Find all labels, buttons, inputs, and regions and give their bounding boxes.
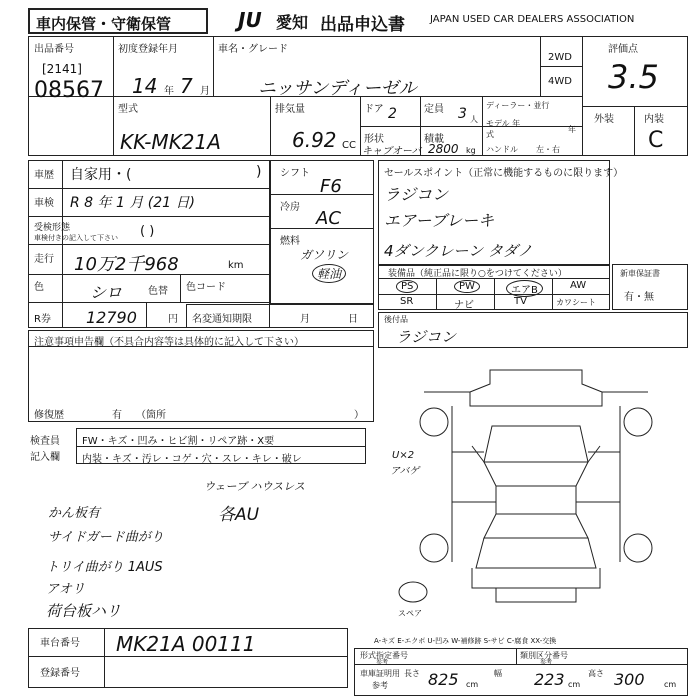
recycle-amount: 12790 [86, 308, 137, 327]
equipment-pw: PW [454, 280, 480, 293]
storage-label-box [28, 8, 208, 34]
inspector-label-2: 記入欄 [30, 452, 60, 463]
history-value: 自家用・( [70, 167, 132, 183]
color-code-label: 色コード [186, 282, 226, 293]
category-label: 類別区分番号 [520, 651, 568, 660]
diagram-note-abage: アバゲ [390, 466, 420, 477]
shaken-value: R 8 年 1 月 (21 日) [70, 195, 195, 211]
warranty-label: 新車保証書 [620, 269, 660, 278]
model-value: KK-MK21A [120, 130, 221, 154]
model-label: 型式 [118, 104, 138, 115]
grade-score-label: 評価点 [608, 44, 638, 55]
registration-year-unit: 年 [164, 86, 174, 97]
form-title: 出品申込書 [320, 15, 405, 35]
lot-number: 08567 [34, 78, 104, 103]
note-line-3: かん板有 [48, 506, 101, 521]
vehicle-damage-diagram [412, 362, 660, 612]
category-ref: 参考 [540, 659, 553, 666]
damage-legend: A-キズ E-エクボ U-凹み W-補修跡 S-サビ C-腐食 XX-交換 [374, 637, 557, 645]
doors-value: 2 [388, 106, 397, 122]
sales-points-label: セールスポイント（正常に機能するものに限ります） [384, 168, 624, 179]
spare-tire-icon [396, 578, 430, 606]
diagram-note-spare: スペア [398, 609, 422, 618]
fuel-value: ガソリン [300, 248, 349, 262]
displacement-label: 排気量 [275, 104, 305, 115]
cooling-label: 冷房 [280, 202, 300, 213]
equipment-tv: TV [514, 296, 527, 307]
note-line-2: 各AU [218, 505, 260, 525]
capacity-unit: 人 [470, 115, 478, 124]
inspector-row-2: 内装・キズ・汚レ・コゲ・穴・スレ・キレ・破レ [82, 454, 302, 465]
association-name: JAPAN USED CAR DEALERS ASSOCIATION [430, 14, 635, 25]
equipment-seat: カワシート [556, 298, 596, 307]
shaken-label: 車検 [34, 198, 54, 209]
note-line-5: トリイ曲がり 1AUS [46, 560, 163, 575]
mileage-label: 走行 [34, 254, 54, 265]
registration-label: 初度登録年月 [118, 44, 178, 55]
equipment-label: 装備品（純正品に限り○をつけてください） [388, 269, 567, 279]
chassis-value: MK21A 00111 [116, 632, 256, 656]
width-unit: cm [568, 680, 581, 689]
displacement-unit: CC [342, 140, 356, 151]
logo-mark: JU [238, 8, 262, 32]
recycle-label: R券 [34, 314, 51, 325]
model-year-unit: 年 [568, 125, 576, 134]
inspector-row-1: FW・キズ・凹み・ヒビ割・リペア跡・X要 [82, 436, 275, 447]
transfer-day-unit: 日 [348, 314, 358, 325]
transfer-month-unit: 月 [300, 314, 310, 325]
inspector-label-1: 検査員 [30, 436, 60, 447]
load-value: 2800 [428, 142, 459, 156]
notes-label: 注意事項申告欄（不具合内容等は具体的に記入して下さい） [34, 337, 304, 348]
repair-paren: （箇所 [136, 410, 166, 421]
aftermarket-label: 後付品 [384, 315, 408, 324]
note-line-1: ウェーブ ハウスレス [204, 480, 305, 493]
car-name-value: ニッサンディーゼル [258, 78, 417, 99]
length-value: 825 [428, 670, 459, 689]
length-label: 長さ [404, 669, 420, 678]
color-rep-label: 色替 [148, 286, 168, 297]
height-value: 300 [614, 670, 645, 689]
interior-label: 内装 [644, 114, 664, 125]
shape-label: 形状 [364, 134, 384, 145]
registration-year: 14 [132, 74, 158, 98]
chassis-label: 車台番号 [40, 638, 80, 649]
recycle-unit: 円 [168, 314, 178, 325]
history-close: ) [256, 164, 262, 180]
height-unit: cm [664, 680, 677, 689]
aftermarket-value: ラジコン [396, 328, 457, 346]
drive-2wd: 2WD [548, 52, 572, 63]
capacity-label: 定員 [424, 104, 444, 115]
load-unit: kg [466, 146, 476, 155]
warranty-options: 有・無 [624, 292, 654, 303]
car-name-label: 車名・グレード [218, 44, 288, 55]
lot-bracket-no: [2141] [42, 62, 82, 76]
registration-month: 7 [180, 74, 193, 98]
load-label: 積載 [424, 134, 444, 145]
form-spec-ref: 参考 [376, 659, 389, 666]
dims-label: 車庫証明用 [360, 669, 400, 678]
form-spec-label: 形式指定番号 [360, 651, 408, 660]
repair-close: ） [354, 410, 364, 421]
sales-point-3: 4ダンクレーン タダノ [384, 242, 533, 260]
mileage-unit: km [228, 260, 244, 271]
height-label: 高さ [588, 669, 604, 678]
note-line-7: 荷台板ハリ [46, 602, 122, 620]
sales-point-1: ラジコン [384, 185, 449, 204]
equipment-navi: ナビ [454, 300, 474, 311]
dealer-label: ディーラー・並行 [486, 101, 550, 110]
interior-value: C [648, 128, 664, 153]
model-year-label: モデル 年式 [486, 119, 521, 139]
shape-value: キャブオーバ [362, 146, 422, 157]
equipment-ps: PS [396, 280, 418, 293]
capacity-value: 3 [458, 106, 467, 122]
receipt-note: 車検付きの記入して下さい [34, 234, 118, 242]
history-label: 車歴 [34, 170, 54, 181]
handle-options: 左・右 [536, 145, 560, 154]
length-unit: cm [466, 680, 479, 689]
repair-value: 有 [112, 410, 122, 421]
color-value: シロ [90, 283, 123, 302]
drive-4wd: 4WD [548, 76, 572, 87]
ju-logo [238, 8, 278, 34]
fuel-label: 燃料 [280, 236, 300, 247]
width-value: 223 [534, 670, 565, 689]
fuel-alt: 軽油 [312, 264, 346, 283]
grade-score-value: 3.5 [608, 58, 659, 96]
transfer-label: 名変通知期限 [192, 314, 252, 325]
sales-point-2: エアーブレーキ [384, 211, 495, 230]
note-line-6: アオリ [46, 582, 85, 597]
lot-label: 出品番号 [34, 44, 74, 55]
storage-label: 車内保管・守衛保管 [36, 15, 172, 33]
color-label: 色 [34, 282, 44, 293]
equipment-aw: AW [570, 280, 587, 291]
equipment-air-brake: エアB [506, 280, 543, 297]
logo-pref: 愛知 [276, 13, 309, 32]
note-line-4: サイドガード曲がり [48, 530, 164, 545]
displacement-value: 6.92 [292, 128, 337, 152]
exterior-label: 外装 [594, 114, 614, 125]
width-label: 幅 [494, 669, 502, 678]
mileage-value: 10万2千968 [74, 254, 179, 275]
doors-label: ドア [364, 104, 384, 115]
shift-value: F6 [320, 176, 342, 197]
dims-ref: 参考 [372, 681, 388, 690]
shift-label: シフト [280, 168, 310, 179]
diagram-note-u2: U×2 [392, 450, 415, 461]
handle-label: ハンドル [486, 145, 518, 154]
registration-month-unit: 月 [200, 86, 210, 97]
repair-label: 修復歴 [34, 410, 64, 421]
receipt-label: 受検形態 [34, 223, 71, 233]
reg-number-label: 登録番号 [40, 668, 80, 679]
equipment-sr: SR [400, 296, 414, 307]
cooling-value: AC [316, 208, 341, 229]
receipt-paren: ( ) [140, 224, 155, 239]
